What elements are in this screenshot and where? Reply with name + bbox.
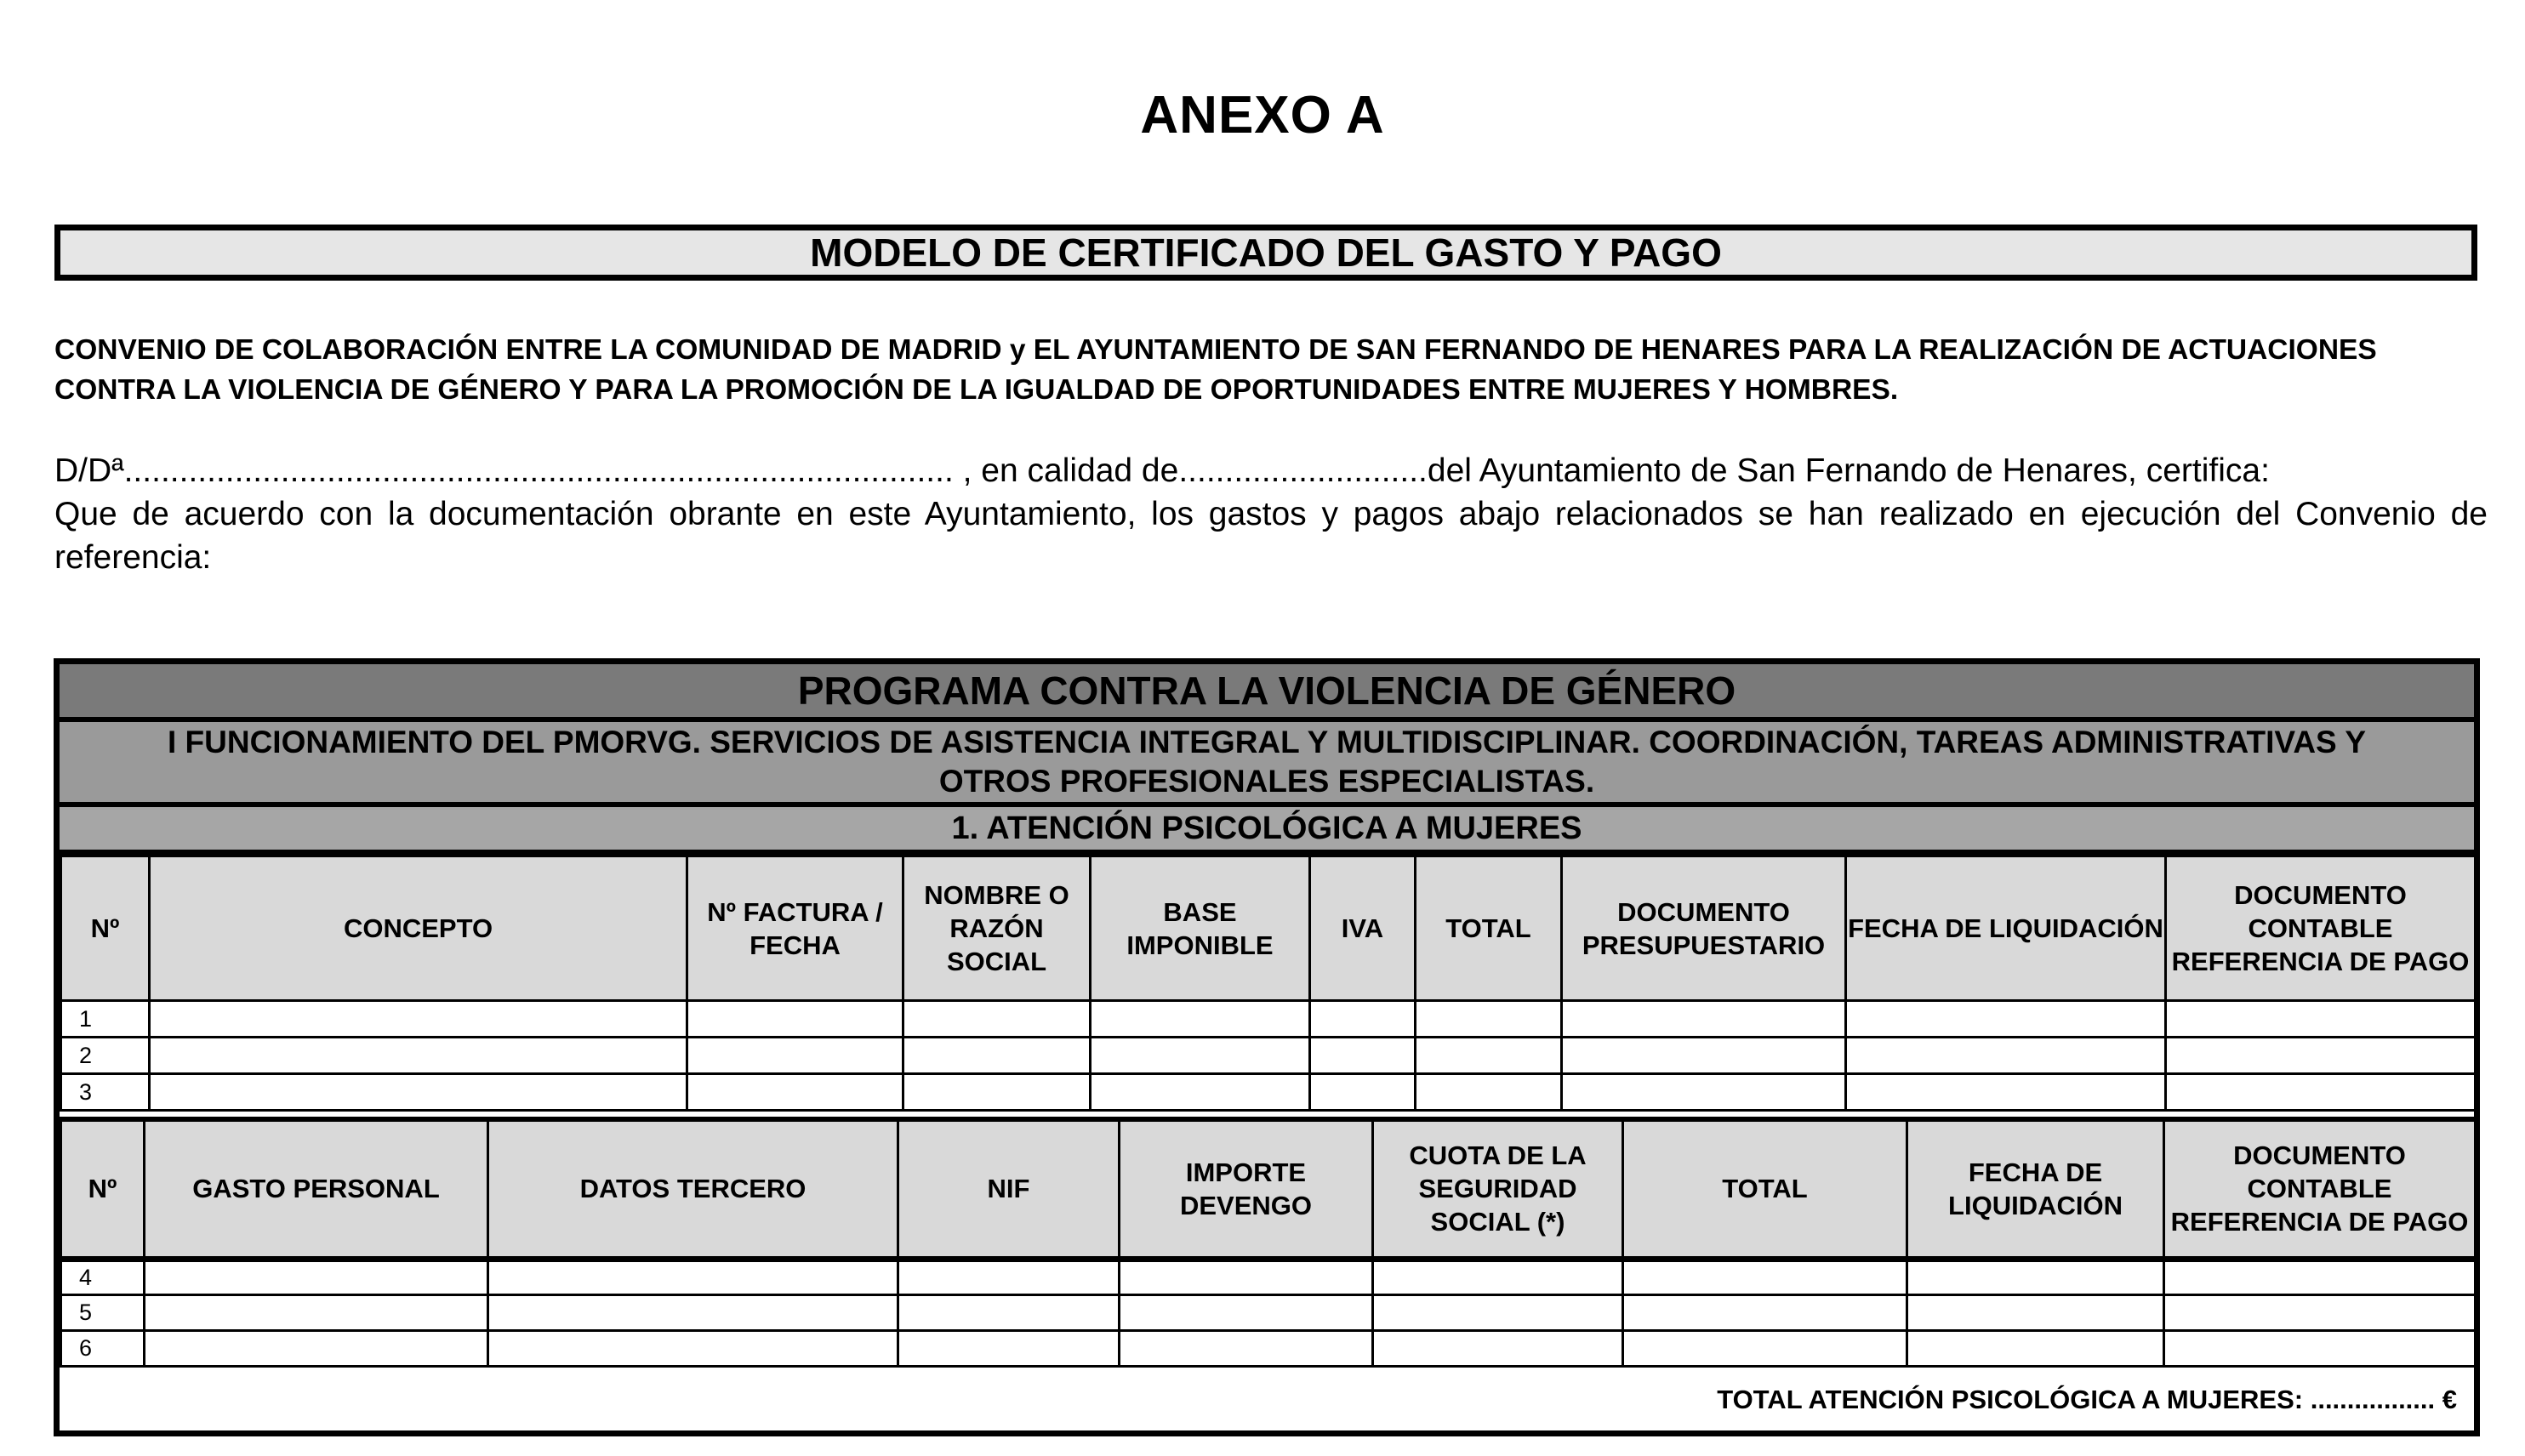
subsection-title: 1. ATENCIÓN PSICOLÓGICA A MUJERES	[60, 807, 2474, 855]
col-header: BASE IMPONIBLE	[1091, 856, 1310, 1001]
table-cell[interactable]	[2164, 1294, 2476, 1330]
col-header: NOMBRE O RAZÓN SOCIAL	[903, 856, 1091, 1001]
certification-text	[54, 449, 2488, 579]
table-cell[interactable]	[145, 1294, 488, 1330]
table-row	[61, 1001, 2476, 1038]
table-cell[interactable]	[488, 1330, 898, 1366]
col-header: TOTAL	[1623, 1119, 1907, 1259]
convenio-line-2: CONTRA LA VIOLENCIA DE GÉNERO Y PARA LA PROMOCIÓN DE LA IGUALDAD DE OPORTUNIDADES ENTRE MUJERES Y HOMBRES.	[54, 374, 1899, 406]
table-cell[interactable]	[2166, 1038, 2476, 1074]
table-cell[interactable]	[687, 1074, 903, 1111]
table-cell[interactable]	[2166, 1001, 2476, 1038]
table-cell[interactable]	[1373, 1330, 1623, 1366]
table-cell[interactable]	[903, 1038, 1091, 1074]
invoice-table	[60, 855, 2477, 1112]
col-header: NIF	[898, 1119, 1120, 1259]
table-row	[61, 1294, 2476, 1330]
invoice-table-header	[61, 856, 2476, 1001]
col-header: Nº	[61, 856, 150, 1001]
total-label: TOTAL ATENCIÓN PSICOLÓGICA A MUJERES: ................. €	[1717, 1385, 2457, 1414]
model-title: MODELO DE CERTIFICADO DEL GASTO Y PAGO	[810, 230, 1722, 275]
row-number: 3	[61, 1074, 150, 1111]
table-cell[interactable]	[1623, 1294, 1907, 1330]
table-cell[interactable]	[1416, 1001, 1562, 1038]
table-row	[61, 1330, 2476, 1366]
page-title: ANEXO A	[1140, 86, 1385, 145]
convenio-heading	[54, 330, 2488, 410]
table-cell[interactable]	[898, 1259, 1120, 1294]
col-header: IMPORTE DEVENGO	[1120, 1119, 1373, 1259]
expense-table-frame	[54, 658, 2480, 1436]
table-cell[interactable]	[1310, 1074, 1416, 1111]
table-cell[interactable]	[1416, 1038, 1562, 1074]
table-cell[interactable]	[1623, 1330, 1907, 1366]
section-title	[60, 722, 2474, 807]
table-cell[interactable]	[1846, 1074, 2166, 1111]
section-title-line-2: OTROS PROFESIONALES ESPECIALISTAS.	[938, 764, 1595, 799]
row-number: 4	[61, 1259, 145, 1294]
table-cell[interactable]	[1907, 1259, 2164, 1294]
certification-line-2: Que de acuerdo con la documentación obrante en este Ayuntamiento, los gastos y pagos abajo relacionados se han realizado en ejecución del Convenio de	[54, 496, 2488, 532]
table-cell[interactable]	[150, 1074, 687, 1111]
table-cell[interactable]	[903, 1001, 1091, 1038]
table-cell[interactable]	[145, 1330, 488, 1366]
col-header: Nº	[61, 1119, 145, 1259]
table-cell[interactable]	[1120, 1259, 1373, 1294]
table-cell[interactable]	[2164, 1259, 2476, 1294]
table-cell[interactable]	[1846, 1038, 2166, 1074]
table-cell[interactable]	[1562, 1001, 1846, 1038]
program-title: PROGRAMA CONTRA LA VIOLENCIA DE GÉNERO	[60, 664, 2474, 722]
col-header: DOCUMENTO CONTABLE REFERENCIA DE PAGO	[2166, 856, 2476, 1001]
table-cell[interactable]	[1091, 1074, 1310, 1111]
col-header: IVA	[1310, 856, 1416, 1001]
col-header: DATOS TERCERO	[488, 1119, 898, 1259]
section-title-line-1: I FUNCIONAMIENTO DEL PMORVG. SERVICIOS DE ASISTENCIA INTEGRAL Y MULTIDISCIPLINAR. COORDINACIÓN, TAREAS ADMINISTRATIVAS Y	[167, 725, 2367, 759]
table-cell[interactable]	[1846, 1001, 2166, 1038]
table-cell[interactable]	[150, 1038, 687, 1074]
col-header: DOCUMENTO CONTABLE REFERENCIA DE PAGO	[2164, 1119, 2476, 1259]
table-cell[interactable]	[898, 1330, 1120, 1366]
col-header: DOCUMENTO PRESUPUESTARIO	[1562, 856, 1846, 1001]
table-cell[interactable]	[903, 1074, 1091, 1111]
table-cell[interactable]	[150, 1001, 687, 1038]
table-row	[61, 1074, 2476, 1111]
table-cell[interactable]	[898, 1294, 1120, 1330]
table-cell[interactable]	[1120, 1294, 1373, 1330]
table-cell[interactable]	[1091, 1001, 1310, 1038]
certification-line-1: D/Dª.......................................................................................... , en calidad de...........................del Ayuntamiento de San Fernando de Henares, certifica:	[54, 452, 2270, 489]
table-cell[interactable]	[1623, 1259, 1907, 1294]
total-line	[60, 1370, 2474, 1430]
table-cell[interactable]	[1091, 1038, 1310, 1074]
table-cell[interactable]	[1416, 1074, 1562, 1111]
row-number: 6	[61, 1330, 145, 1366]
convenio-line-1: CONVENIO DE COLABORACIÓN ENTRE LA COMUNIDAD DE MADRID y EL AYUNTAMIENTO DE SAN FERNANDO DE HENARES PARA LA REALIZACIÓN DE ACTUACIONES	[54, 334, 2377, 366]
row-number: 5	[61, 1294, 145, 1330]
table-row	[61, 1259, 2476, 1294]
col-header: CUOTA DE LA SEGURIDAD SOCIAL (*)	[1373, 1119, 1623, 1259]
certification-line-3: referencia:	[54, 539, 212, 576]
table-cell[interactable]	[1907, 1294, 2164, 1330]
row-number: 1	[61, 1001, 150, 1038]
personnel-table	[60, 1117, 2477, 1368]
table-cell[interactable]	[1120, 1330, 1373, 1366]
col-header: TOTAL	[1416, 856, 1562, 1001]
table-cell[interactable]	[145, 1259, 488, 1294]
table-cell[interactable]	[1373, 1259, 1623, 1294]
table-cell[interactable]	[1907, 1330, 2164, 1366]
col-header: FECHA DE LIQUIDACIÓN	[1907, 1119, 2164, 1259]
col-header: GASTO PERSONAL	[145, 1119, 488, 1259]
model-title-box	[54, 225, 2477, 281]
table-cell[interactable]	[488, 1294, 898, 1330]
table-cell[interactable]	[2166, 1074, 2476, 1111]
col-header: Nº FACTURA / FECHA	[687, 856, 903, 1001]
table-cell[interactable]	[687, 1038, 903, 1074]
table-cell[interactable]	[687, 1001, 903, 1038]
col-header: CONCEPTO	[150, 856, 687, 1001]
row-number: 2	[61, 1038, 150, 1074]
personnel-table-header	[61, 1119, 2476, 1259]
table-cell[interactable]	[488, 1259, 898, 1294]
table-cell[interactable]	[2164, 1330, 2476, 1366]
table-cell[interactable]	[1373, 1294, 1623, 1330]
table-row	[61, 1038, 2476, 1074]
table-cell[interactable]	[1310, 1001, 1416, 1038]
table-cell[interactable]	[1562, 1074, 1846, 1111]
table-cell[interactable]	[1562, 1038, 1846, 1074]
table-cell[interactable]	[1310, 1038, 1416, 1074]
col-header: FECHA DE LIQUIDACIÓN	[1846, 856, 2166, 1001]
